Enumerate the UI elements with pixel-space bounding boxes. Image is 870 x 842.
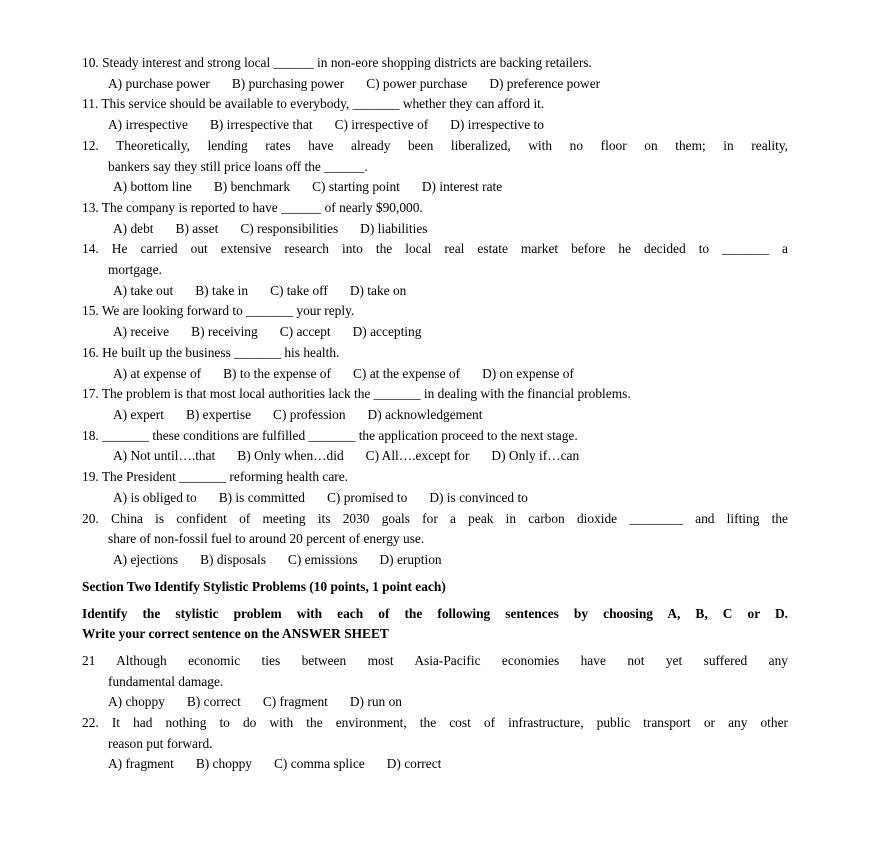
question-stem: _______ these conditions are fulfilled _______ the application proceed to the next stage. [102, 428, 578, 443]
option-d: D) preference power [489, 76, 601, 91]
option-a: A) ejections [113, 552, 179, 567]
option-d: D) acknowledgement [367, 407, 483, 422]
question-21 [82, 653, 788, 669]
question-22-stem-cont: reason put forward. [108, 736, 213, 751]
option-d: D) Only if…can [491, 448, 580, 463]
question-number: 18. [82, 428, 99, 443]
question-stem: The company is reported to have ______ of nearly $90,000. [101, 200, 423, 215]
option-a: A) choppy [108, 694, 165, 709]
question-19-options [113, 490, 528, 506]
question-13-options [113, 221, 427, 237]
option-b: B) asset [175, 221, 219, 236]
question-18-options [113, 448, 579, 464]
option-a: A) is obliged to [113, 490, 197, 505]
question-10-options [108, 76, 600, 92]
option-d: D) on expense of [482, 366, 574, 381]
question-20-stem-cont: share of non-fossil fuel to around 20 percent of energy use. [108, 531, 425, 546]
question-20 [82, 511, 788, 527]
option-a: A) receive [113, 324, 170, 339]
option-b: B) receiving [191, 324, 258, 339]
option-b: B) choppy [195, 756, 252, 771]
option-c: C) fragment [262, 694, 328, 709]
option-b: B) irrespective that [209, 117, 313, 132]
option-a: A) expert [113, 407, 164, 422]
question-number: 13. [82, 200, 99, 215]
option-b: B) is committed [218, 490, 305, 505]
question-10 [82, 55, 592, 71]
option-b: B) benchmark [213, 179, 291, 194]
option-d: D) accepting [352, 324, 422, 339]
question-13 [82, 200, 423, 216]
question-number: 22. [82, 715, 99, 730]
option-b: B) correct [186, 694, 241, 709]
question-15-options [113, 324, 421, 340]
option-c: C) profession [273, 407, 346, 422]
option-b: B) disposals [200, 552, 266, 567]
option-c: C) promised to [326, 490, 408, 505]
question-number: 10. [82, 55, 99, 70]
option-d: D) run on [349, 694, 402, 709]
option-c: C) accept [279, 324, 331, 339]
question-stem: It had nothing to do with the environment, the cost of infrastructure, public transport or any other [111, 715, 788, 730]
question-11-options [108, 117, 544, 133]
option-c: C) take off [270, 283, 328, 298]
section-heading: Section Two Identify Stylistic Problems (10 points, 1 point each) [82, 579, 446, 594]
question-21-stem-cont: fundamental damage. [108, 674, 224, 689]
question-number: 14. [82, 241, 99, 256]
option-b: B) purchasing power [231, 76, 345, 91]
question-14-stem-cont: mortgage. [108, 262, 162, 277]
question-number: 11. [82, 96, 99, 111]
option-a: A) take out [113, 283, 174, 298]
question-stem: We are looking forward to _______ your reply. [101, 303, 355, 318]
option-a: A) Not until….that [113, 448, 216, 463]
option-c: C) emissions [287, 552, 358, 567]
option-b: B) to the expense of [223, 366, 331, 381]
option-d: D) eruption [379, 552, 442, 567]
question-number: 12. [82, 138, 99, 153]
option-c: C) All….except for [365, 448, 470, 463]
option-d: D) take on [349, 283, 407, 298]
question-stem: He built up the business _______ his health. [102, 345, 340, 360]
option-b: B) expertise [185, 407, 252, 422]
section-instruction: Identify the stylistic problem with each of the following sentences by choosing A, B, C or D. [82, 606, 788, 621]
question-stem: This service should be available to everybody, _______ whether they can afford it. [101, 96, 545, 111]
option-c: C) irrespective of [334, 117, 429, 132]
question-21-options [108, 694, 402, 710]
option-d: D) liabilities [360, 221, 428, 236]
question-20-options [113, 552, 442, 568]
question-number: 16. [82, 345, 99, 360]
question-stem: China is confident of meeting its 2030 goals for a peak in carbon dioxide ________ and lifting the [110, 511, 788, 526]
option-c: C) comma splice [273, 756, 365, 771]
option-a: A) fragment [108, 756, 174, 771]
question-stem: The President _______ reforming health care. [101, 469, 349, 484]
option-a: A) irrespective [108, 117, 188, 132]
question-14-options [113, 283, 406, 299]
question-18 [82, 428, 578, 444]
question-16-options [113, 366, 574, 382]
question-number: 15. [82, 303, 99, 318]
question-stem: The problem is that most local authorities lack the _______ in dealing with the financial problems. [101, 386, 631, 401]
option-c: C) power purchase [366, 76, 468, 91]
option-a: A) at expense of [113, 366, 202, 381]
option-c: C) responsibilities [240, 221, 339, 236]
question-stem: Theoretically, lending rates have already been liberalized, with no floor on them; in reality, [116, 138, 788, 153]
option-b: B) Only when…did [237, 448, 344, 463]
question-11 [82, 96, 544, 112]
option-b: B) take in [195, 283, 249, 298]
question-12-stem-cont: bankers say they still price loans off the ______. [108, 159, 368, 174]
option-d: D) correct [386, 756, 442, 771]
option-c: C) starting point [312, 179, 400, 194]
question-17-options [113, 407, 482, 423]
question-number: 21 [82, 653, 96, 668]
option-a: A) bottom line [113, 179, 192, 194]
question-stem: He carried out extensive research into the local real estate market before he decided to _______ a [111, 241, 788, 256]
question-number: 17. [82, 386, 99, 401]
question-22 [82, 715, 788, 731]
question-stem: Steady interest and strong local ______ in non-eore shopping districts are backing retailers. [102, 55, 592, 70]
option-d: D) is convinced to [429, 490, 528, 505]
option-c: C) at the expense of [352, 366, 461, 381]
question-15 [82, 303, 354, 319]
question-19 [82, 469, 348, 485]
question-12 [82, 138, 788, 154]
question-22-options [108, 756, 441, 772]
option-a: A) purchase power [108, 76, 210, 91]
question-number: 20. [82, 511, 99, 526]
option-a: A) debt [113, 221, 154, 236]
question-12-options [113, 179, 502, 195]
question-number: 19. [82, 469, 99, 484]
option-d: D) irrespective to [450, 117, 544, 132]
question-stem: Although economic ties between most Asia-Pacific economies have not yet suffered any [116, 653, 789, 668]
question-14 [82, 241, 788, 257]
question-16 [82, 345, 339, 361]
question-17 [82, 386, 631, 402]
section-instruction-cont: Write your correct sentence on the ANSWER SHEET [82, 626, 389, 641]
option-d: D) interest rate [421, 179, 503, 194]
